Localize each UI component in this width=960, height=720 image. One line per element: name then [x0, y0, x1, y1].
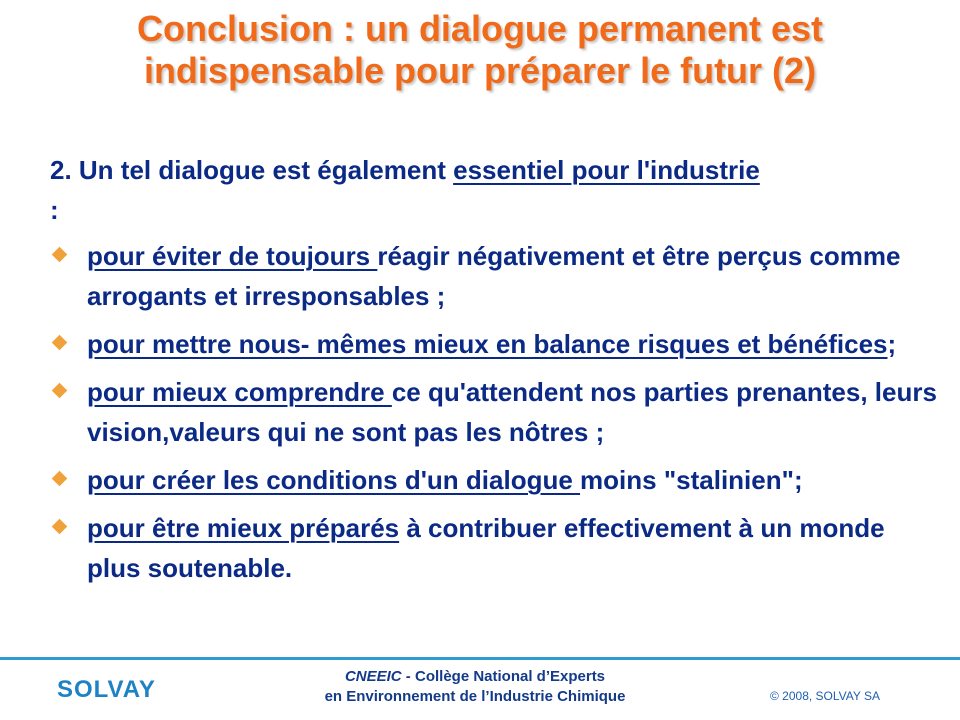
intro-prefix: 2. Un tel dialogue est également [50, 155, 454, 185]
slide-body [50, 150, 940, 596]
diamond-bullet-icon [52, 335, 68, 351]
bullet-item [50, 236, 940, 316]
college-name: Collège National d’Experts [414, 668, 606, 685]
bullet-underlined: pour être mieux préparés [87, 513, 400, 543]
college-caption [270, 667, 680, 707]
bullet-text: ce qu'attendent nos parties prenantes, leurs vision,valeurs qui ne sont pas les nôtres ; [87, 377, 937, 447]
bullet-item [50, 460, 940, 500]
college-name-line-2: en Environnement de l’Industrie Chimique [324, 688, 626, 705]
bullet-underlined: pour créer les conditions d'un dialogue [87, 465, 581, 495]
title-line-1: Conclusion : un dialogue permanent est [136, 8, 824, 49]
intro-underlined: essentiel pour l'industrie [453, 155, 760, 185]
bullet-item [50, 372, 940, 452]
diamond-bullet-icon [52, 383, 68, 399]
college-acronym: CNEEIC - [344, 668, 415, 685]
bullet-item [50, 324, 940, 364]
footer-divider [0, 657, 960, 660]
bullet-underlined: pour éviter de toujours [87, 241, 378, 271]
diamond-bullet-icon [52, 247, 68, 263]
solvay-logo: SOLVAY [57, 676, 156, 703]
bullet-underlined: pour mettre nous- mêmes mieux en balance risques et bénéfices [87, 329, 888, 359]
bullet-text: réagir négativement et être perçus comme arrogants et irresponsables ; [87, 241, 901, 311]
slide-title [20, 8, 940, 92]
bullet-text: moins "stalinien"; [580, 465, 803, 495]
bullet-list [50, 236, 940, 588]
bullet-text: ; [887, 329, 897, 359]
intro-paragraph [50, 150, 940, 230]
diamond-bullet-icon [52, 471, 68, 487]
bullet-item [50, 508, 940, 588]
bullet-underlined: pour mieux comprendre [87, 377, 392, 407]
title-line-2: indispensable pour préparer le futur (2) [143, 50, 817, 91]
bullet-text: à contribuer effectivement à un monde plus soutenable. [87, 513, 885, 583]
intro-suffix: : [50, 195, 59, 225]
diamond-bullet-icon [52, 519, 68, 535]
copyright-text: © 2008, SOLVAY SA [770, 689, 881, 703]
